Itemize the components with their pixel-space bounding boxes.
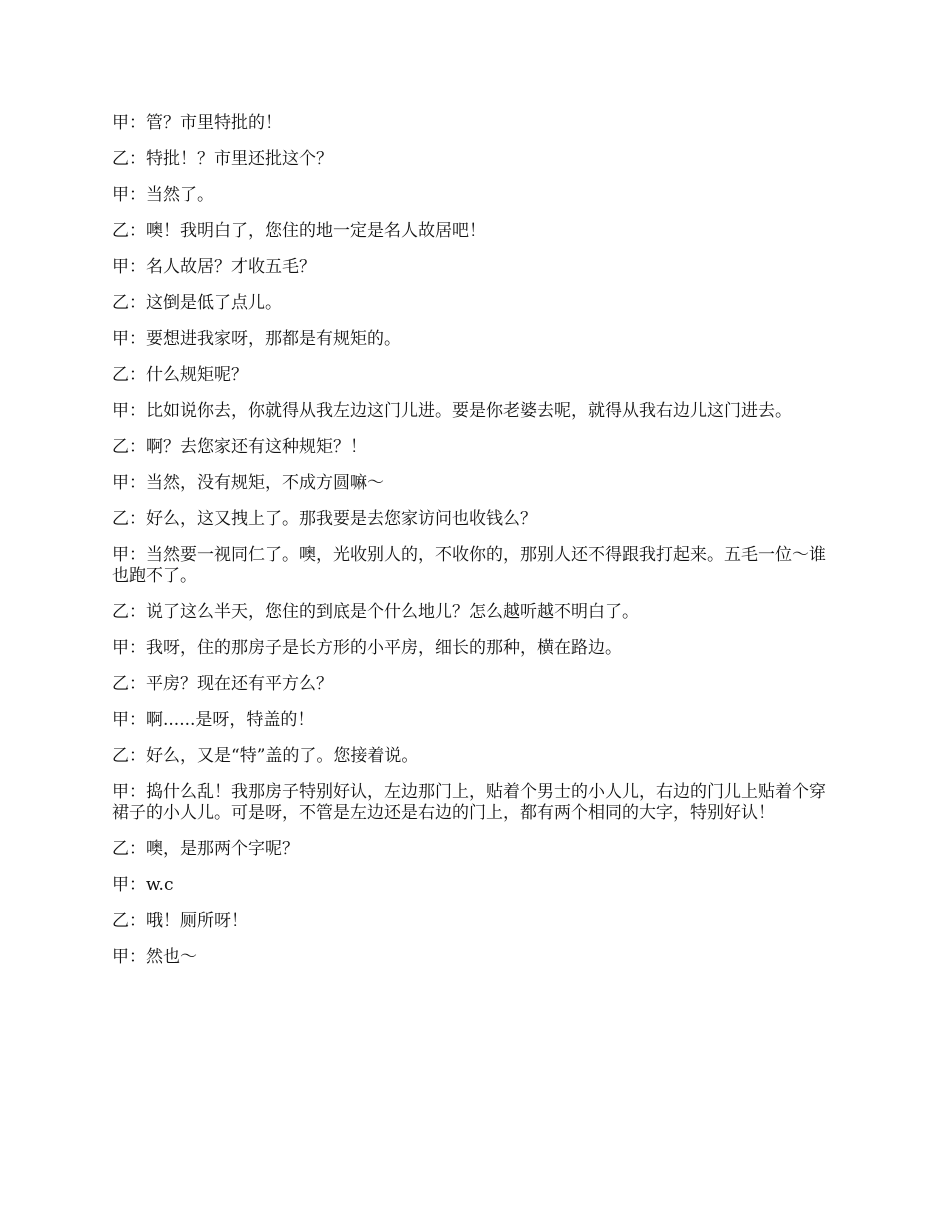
dialogue-line: 甲：名人故居？才收五毛？ <box>112 257 316 277</box>
dialogue-line: 甲：然也～ <box>112 947 197 967</box>
dialogue-line: 乙：噢！我明白了，您住的地一定是名人故居吧！ <box>112 221 486 241</box>
dialogue-line: 乙：平房？现在还有平方么？ <box>112 674 333 694</box>
dialogue-line: 乙：噢，是那两个字呢？ <box>112 839 299 859</box>
dialogue-line: 乙：哦！厕所呀！ <box>112 911 248 931</box>
dialogue-line: 甲：捣什么乱！我那房子特别好认，左边那门上，贴着个男士的小人儿，右边的门儿上贴着个穿裙子的小人儿。可是呀，不管是左边还是右边的门上，都有两个相同的大字，特别好认！ <box>112 782 826 823</box>
dialogue-line: 甲：当然，没有规矩，不成方圆嘛～ <box>112 473 384 493</box>
dialogue-line: 乙：好么，这又拽上了。那我要是去您家访问也收钱么？ <box>112 509 537 529</box>
dialogue-line: 乙：这倒是低了点儿。 <box>112 293 282 313</box>
dialogue-line: 甲：管？市里特批的！ <box>112 113 282 133</box>
dialogue-line: 乙：说了这么半天，您住的到底是个什么地儿？怎么越听越不明白了。 <box>112 602 639 622</box>
dialogue-line: 甲：w.c <box>112 875 174 895</box>
dialogue-line: 乙：什么规矩呢？ <box>112 365 248 385</box>
dialogue-line: 甲：要想进我家呀，那都是有规矩的。 <box>112 329 401 349</box>
dialogue-line: 甲：比如说你去，你就得从我左边这门儿进。要是你老婆去呢，就得从我右边儿这门进去。 <box>112 401 792 421</box>
dialogue-line: 甲：我呀，住的那房子是长方形的小平房，细长的那种，横在路边。 <box>112 638 622 658</box>
dialogue-line: 甲：当然要一视同仁了。噢，光收别人的，不收你的，那别人还不得跟我打起来。五毛一位～谁也跑不了。 <box>112 545 826 586</box>
dialogue-line: 乙：啊？去您家还有这种规矩？！ <box>112 437 367 457</box>
dialogue-line: 甲：当然了。 <box>112 185 214 205</box>
dialogue-line: 乙：特批！？市里还批这个？ <box>112 149 333 169</box>
dialogue-text <box>112 113 842 983</box>
dialogue-line: 乙：好么，又是“特”盖的了。您接着说。 <box>112 746 419 766</box>
dialogue-line: 甲：啊......是呀，特盖的！ <box>112 710 315 730</box>
